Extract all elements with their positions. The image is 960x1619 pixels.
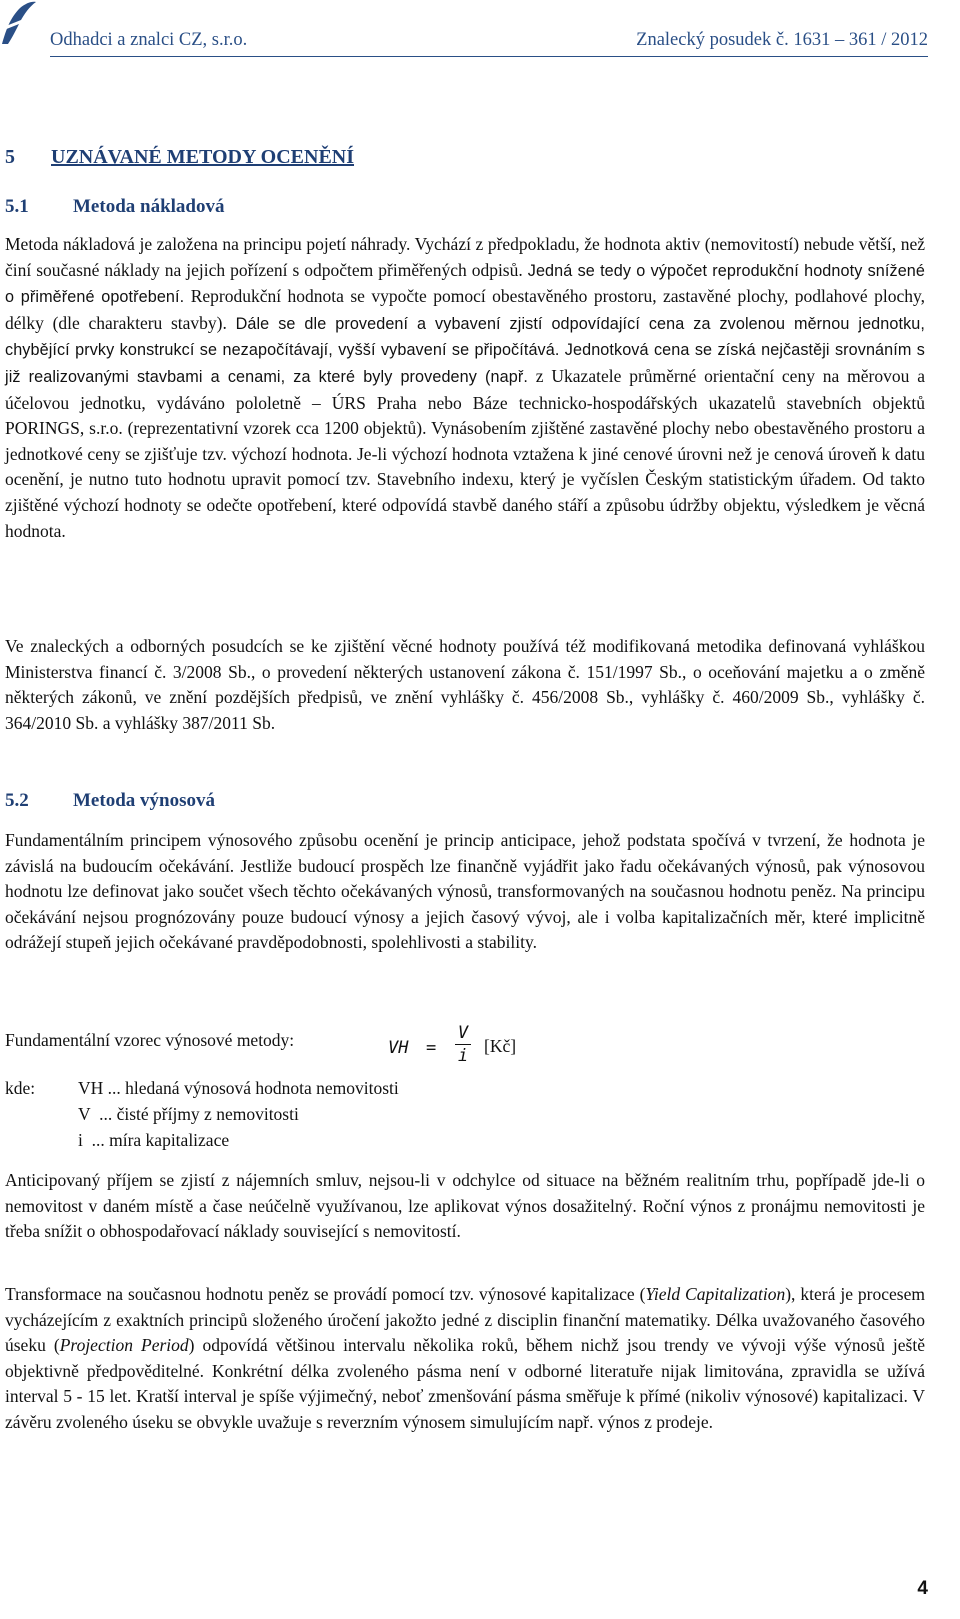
legend-row xyxy=(5,1104,299,1125)
section-5-2-paragraph-1: Fundamentálním principem výnosového způsobu ocenění je princip anticipace, jehož podstata spočívá v tvrzení, že hodnota je závislá na budoucím očekávání. Jestliže budoucí prospěch lze finančně vyjádřit jako řadu očekávaných výnosů, pak výnosovou hodnotu lze definovat jako součet všech těchto očekávaných výnosů, transformovaných na současnou hodnotu peněz. Na principu očekávání nejsou prognózovány pouze budoucí výnosy a jejich časový vývoj, ale i volba kapitalizačních měr, které implicitně odrážejí stupeň jejich očekávané pravděpodobnosti, spolehlivosti a stability. xyxy=(5,830,925,953)
legend-item: VH ... hledaná výnosová hodnota nemovitosti xyxy=(78,1078,399,1098)
legend-item: V ... čisté příjmy z nemovitosti xyxy=(78,1104,299,1124)
section-5-title: UZNÁVANÉ METODY OCENĚNÍ xyxy=(51,146,355,168)
section-5-2-number: 5.2 xyxy=(5,790,29,811)
formula-fraction xyxy=(454,1024,472,1065)
header-report-id: Znalecký posudek č. 1631 – 361 / 2012 xyxy=(636,30,928,50)
formula-numerator: V xyxy=(457,1023,469,1043)
text-run-italic: Projection Period xyxy=(59,1335,189,1356)
formula-unit: [Kč] xyxy=(484,1036,517,1056)
text-run: Transformace na současnou hodnotu peněz se provádí pomocí tzv. výnosové kapitalizace ( xyxy=(5,1284,646,1304)
legend-item: i ... míra kapitalizace xyxy=(78,1130,230,1150)
formula-equals: = xyxy=(426,1038,437,1058)
legend-row xyxy=(5,1078,399,1099)
header-company: Odhadci a znalci CZ, s.r.o. xyxy=(50,30,248,50)
legend-key: kde: xyxy=(5,1078,36,1098)
header-divider xyxy=(50,56,928,57)
page-number: 4 xyxy=(917,1578,928,1599)
text-run: Metoda nákladová je založena na principu pojetí náhrady. Vychází z předpokladu, že hodnota aktiv (nemovitostí) nebude větší, než činí současné náklady na jejich pořízení s odpočtem přiměřených odpisů. xyxy=(5,234,925,280)
formula-label: Fundamentální vzorec výnosové metody: xyxy=(5,1030,295,1050)
fraction-bar xyxy=(455,1044,471,1045)
text-run: Jedná se tedy o výpočet reprodukční hodnoty snížené o přiměřené opotřebení. xyxy=(5,261,926,307)
section-5-2-title: Metoda výnosová xyxy=(73,790,215,811)
legend-row xyxy=(5,1130,229,1151)
section-5-2-paragraph-3 xyxy=(5,1282,925,1436)
text-run-italic: Yield Capitalization xyxy=(645,1284,786,1304)
section-5-1-title: Metoda nákladová xyxy=(73,196,225,217)
company-logo-icon xyxy=(0,0,38,46)
section-5-2-heading xyxy=(5,790,215,812)
text-run: ), která je procesem vycházejícím z exaktních principů složeného úročení jakožto jedné z disciplin finanční matematiky. Délka uvažovaného časového úseku ( xyxy=(5,1284,925,1356)
text-run: z Ukazatele průměrné orientační ceny na měrovou a účelovou jednotku, vydáváno pololetně – ÚRS Praha nebo Báze technicko-hospodářských ukazatelů stavebních objektů PORINGS, s.r.o. (reprezentativní vzorek cca 1200 objektů). Vynásobením zjištěné zastavěné plochy nebo obestavěného prostoru a jednotkové ceny se zjišťuje tzv. výchozí hodnota. Je-li výchozí hodnota vztažena k jiné cenové úrovni než je cenová úroveň k datu ocenění, je nutno tuto hodnotu upravit pomocí tzv. Stavebního indexu, který je vyčíslen Českým statistickým úřadem. Od takto zjištěné výchozí hodnoty se odečte opotřebení, které odpovídá stavbě daného stáří a způsobu údržby objektu, výsledkem je věcná hodnota. xyxy=(5,365,925,541)
section-5-1-paragraph-1 xyxy=(5,232,925,544)
text-run: Dále se dle provedení a vybavení zjistí odpovídající cena za zvolenou měrnou jednotku, chybějící prvky konstrukcí se nezapočítávají, vyšší vybavení se připočítává. Jednotková cena se získá nejčastěji srovnáním s již realizovanými stavbami a cenami, za které byly provedeny (např. xyxy=(5,314,925,386)
section-5-2-paragraph-2: Anticipovaný příjem se zjistí z nájemních smluv, nejsou-li v odchylce od situace na běžném realitním trhu, popřípadě jde-li o nemovitost v daném místě a čase neúčelně využívanou, lze aplikovat výnos dosažitelný. Roční výnos z pronájmu nemovitosti je třeba snížit o obhospodařovací náklady související s nemovitostí. xyxy=(5,1170,925,1242)
section-5-1-paragraph-2: Ve znaleckých a odborných posudcích se ke zjištění věcné hodnoty používá též modifikovaná metodika definovaná vyhláškou Ministerstva financí č. 3/2008 Sb., o provedení některých ustanovení zákona č. 151/1997 Sb., o oceňování majetku a o změně některých zákonů, ve znění pozdějších předpisů, ve znění vyhlášky č. 456/2008 Sb., vyhlášky č. 460/2009 Sb., vyhlášky č. 364/2010 Sb. a vyhlášky 387/2011 Sb. xyxy=(5,636,925,733)
text-run: Reprodukční hodnota se vypočte pomocí obestavěného prostoru, zastavěné plochy, podlahové plochy, délky (dle charakteru stavby). xyxy=(5,286,926,333)
formula-denominator: i xyxy=(457,1046,469,1066)
section-5-1-number: 5.1 xyxy=(5,196,29,217)
section-5-1-heading xyxy=(5,196,225,218)
formula-lhs: VH xyxy=(388,1038,409,1058)
section-5-heading xyxy=(5,146,354,169)
section-5-number: 5 xyxy=(5,146,15,168)
text-run: ) odpovídá většinou intervalu několika roků, během nichž jsou trendy ve vývoji výše výnosů ještě objektivně předpověditelné. Konkrétní délka zvoleného pásma není v odborné literatuře nijak limitována, zpravidla se užívá interval 5 - 15 let. Kratší interval je spíše výjimečný, neboť zmenšování pásma směřuje k přímé (nikoliv výnosové) kapitalizaci. V závěru zvoleného úseku se obvykle uvažuje s reverzním výnosem simulujícím např. výnos z prodeje. xyxy=(5,1335,926,1432)
